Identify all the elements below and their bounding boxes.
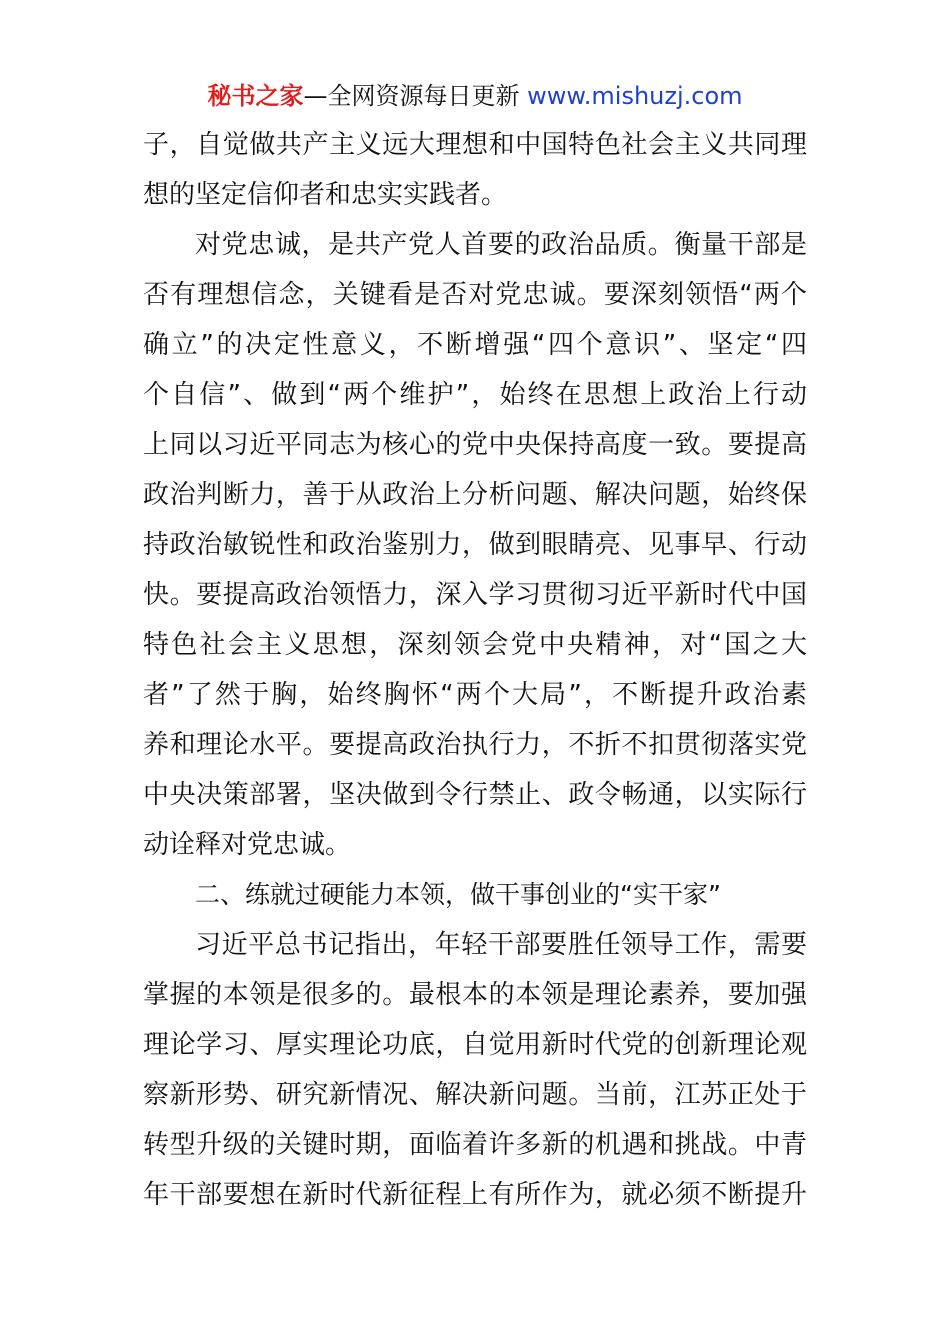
text-line: 确立”的决定性意义，不断增强“四个意识”、坚定“四 (143, 330, 807, 360)
site-tagline: —全网资源每日更新 (303, 82, 528, 110)
site-brand: 秘书之家 (207, 82, 304, 110)
site-header (0, 80, 950, 112)
text-line: 习近平总书记指出，年轻干部要胜任领导工作，需要 (195, 930, 807, 960)
text-line: 动诠释对党忠诚。 (143, 830, 352, 860)
text-line: 快。要提高政治领悟力，深入学习贯彻习近平新时代中国 (143, 580, 807, 610)
text-line: 持政治敏锐性和政治鉴别力，做到眼睛亮、见事早、行动 (143, 530, 807, 560)
text-line: 者”了然于胸，始终胸怀“两个大局”，不断提升政治素 (143, 680, 807, 710)
text-line: 掌握的本领是很多的。最根本的本领是理论素养，要加强 (143, 980, 807, 1010)
text-line: 中央决策部署，坚决做到令行禁止、政令畅通，以实际行 (143, 780, 807, 810)
text-line: 特色社会主义思想，深刻领会党中央精神，对“国之大 (143, 630, 807, 660)
section-heading: 二、练就过硬能力本领，做干事创业的“实干家” (195, 880, 721, 909)
text-line: 理论学习、厚实理论功底，自觉用新时代党的创新理论观 (143, 1030, 807, 1060)
text-line: 转型升级的关键时期，面临着许多新的机遇和挑战。中青 (143, 1130, 807, 1160)
text-line: 对党忠诚，是共产党人首要的政治品质。衡量干部是 (195, 230, 807, 260)
text-line: 上同以习近平同志为核心的党中央保持高度一致。要提高 (143, 430, 807, 460)
text-line: 个自信”、做到“两个维护”，始终在思想上政治上行动 (143, 380, 807, 410)
text-line: 年干部要想在新时代新征程上有所作为，就必须不断提升 (143, 1180, 807, 1210)
text-line: 否有理想信念，关键看是否对党忠诚。要深刻领悟“两个 (143, 280, 807, 310)
text-line: 察新形势、研究新情况、解决新问题。当前，江苏正处于 (143, 1080, 807, 1110)
text-line: 子，自觉做共产主义远大理想和中国特色社会主义共同理 (143, 130, 807, 160)
text-line: 政治判断力，善于从政治上分析问题、解决问题，始终保 (143, 480, 807, 510)
text-line: 想的坚定信仰者和忠实实践者。 (143, 180, 508, 210)
site-url[interactable]: www.mishuzj.com (527, 82, 743, 110)
text-line: 养和理论水平。要提高政治执行力，不折不扣贯彻落实党 (143, 730, 807, 760)
document-body (143, 120, 807, 1220)
